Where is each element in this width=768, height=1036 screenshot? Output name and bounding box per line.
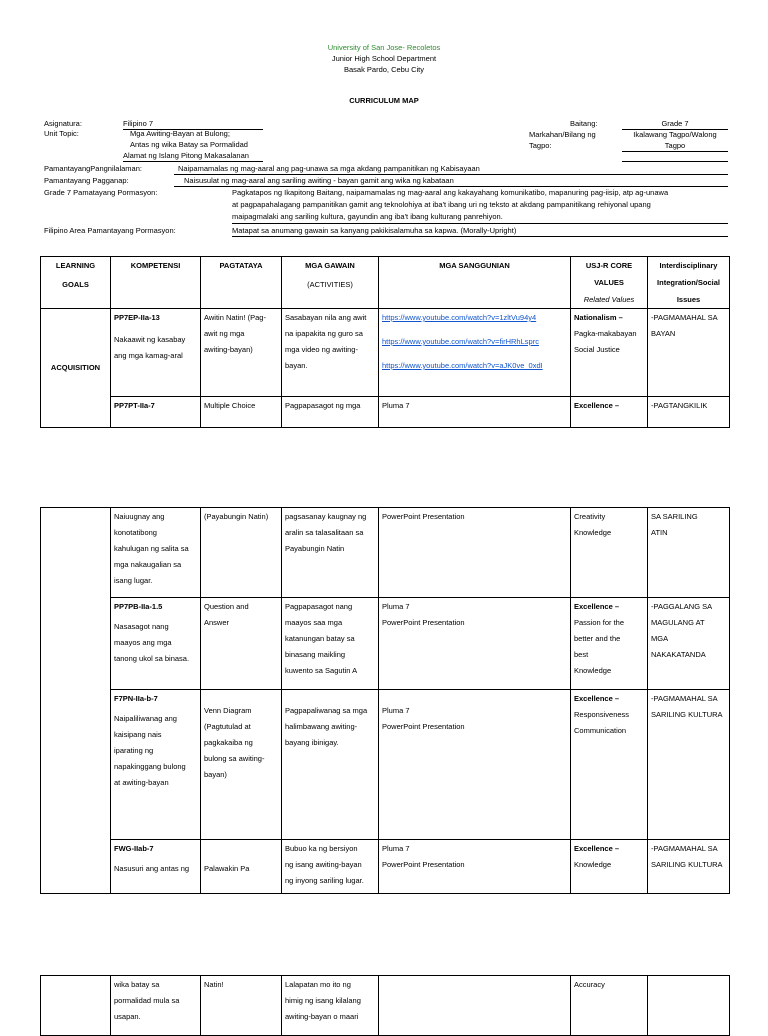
- table-row: [41, 508, 730, 598]
- markahan-value-line2: Tagpo: [622, 141, 728, 152]
- table-row: [41, 976, 730, 1036]
- baitang-label: Baitang:: [570, 119, 598, 128]
- youtube-link-2[interactable]: https://www.youtube.com/watch?v=firHRhLsprc: [382, 337, 539, 346]
- gawain-cell: Sasabayan nila ang awit na ipapakita ng guro sa mga video ng awiting- bayan.: [282, 309, 379, 397]
- interdisciplinary-cell: [648, 976, 730, 1036]
- header-pagtataya: PAGTATAYA: [201, 257, 282, 309]
- kompetensi-cell: PP7EP-IIa-13 Nakaawit ng kasabay ang mga kamag-aral: [111, 309, 201, 397]
- kompetensi-cell: F7PN-IIa-b-7 Naipaliliwanag ang kaisipang nais iparating ng napakinggang bulong at awiting-bayan: [111, 690, 201, 840]
- table-row: [41, 840, 730, 894]
- core-values-cell: Creativity Knowledge: [571, 508, 648, 598]
- pagtataya-cell: Question and Answer: [201, 598, 282, 690]
- header-core-values: USJ-R CORE VALUES Related Values: [571, 257, 648, 309]
- gawain-cell: pagsasanay kaugnay ng aralin sa talasalitaan sa Payabungin Natin: [282, 508, 379, 598]
- filipino-area-label: Filipino Area Pamantayang Pormasyon:: [44, 226, 176, 235]
- kompetensi-cell: PP7PT-IIa-7: [111, 397, 201, 428]
- curriculum-table-page2: [40, 507, 730, 894]
- table-row: [41, 690, 730, 840]
- pagtataya-cell: Multiple Choice: [201, 397, 282, 428]
- sanggunian-cell: PowerPoint Presentation: [379, 508, 571, 598]
- gawain-cell: Pagpapaliwanag sa mga halimbawang awiting- bayang ibinigay.: [282, 690, 379, 840]
- department-name: Junior High School Department: [331, 54, 437, 63]
- learning-goal-cell: [41, 508, 111, 894]
- interdisciplinary-cell: -PAGGALANG SA MAGULANG AT MGA NAKAKATANDA: [648, 598, 730, 690]
- core-values-cell: Excellence –: [571, 397, 648, 428]
- grade7-label: Grade 7 Pamatayang Pormasyon:: [44, 188, 158, 197]
- core-values-cell: Excellence – Knowledge: [571, 840, 648, 894]
- baitang-value: Grade 7: [622, 119, 728, 130]
- markahan-label: Markahan/Bilang ng: [529, 130, 596, 139]
- interdisciplinary-cell: -PAGMAMAHAL SA BAYAN: [648, 309, 730, 397]
- pagtataya-cell: Natin!: [201, 976, 282, 1036]
- unit-topic-line1: Mga Awiting-Bayan at Bulong;: [130, 129, 230, 138]
- unit-topic-label: Unit Topic:: [44, 129, 79, 138]
- gawain-cell: Pagpapasagot nang maayos saa mga katanungan batay sa binasang maikling kuwento sa Sagutin A: [282, 598, 379, 690]
- grade7-line1: Pagkatapos ng Ikapitong Baitang, naipamamalas ng mag-aaral ang kakayahang komunikatibo, mapanuring pag-iisip, atp ag-unawa: [232, 188, 669, 197]
- asignatura-label: Asignatura:: [44, 119, 82, 128]
- tagpo-label: Tagpo:: [529, 141, 552, 150]
- table-row: [41, 309, 730, 397]
- gawain-cell: Bubuo ka ng bersiyon ng isang awiting-bayan ng inyong sariling lugar.: [282, 840, 379, 894]
- header-kompetensi: KOMPETENSI: [111, 257, 201, 309]
- youtube-link-1[interactable]: https://www.youtube.com/watch?v=1zltVu94y4: [382, 313, 537, 322]
- university-name: University of San Jose- Recoletos: [327, 43, 441, 52]
- table-row: [41, 598, 730, 690]
- pagtataya-cell: Awitin Natin! (Pag- awit ng mga awiting-bayan): [201, 309, 282, 397]
- kompetensi-cell: PP7PB-IIa-1.5 Nasasagot nang maayos ang mga tanong ukol sa binasa.: [111, 598, 201, 690]
- page-title: CURRICULUM MAP: [349, 96, 419, 105]
- pagganap-value: Naisusulat ng mag-aaral ang sariling awiting - bayan gamit ang wika ng kabataan: [174, 176, 728, 187]
- core-values-cell: Nationalism – Pagka-makabayan Social Justice: [571, 309, 648, 397]
- unit-topic-line2: Antas ng wika Batay sa Pormalidad: [130, 140, 248, 149]
- kompetensi-cell: Naiuugnay ang konotatibong kahulugan ng salita sa mga nakaugalian sa isang lugar.: [111, 508, 201, 598]
- table-row: [41, 397, 730, 428]
- pangnilalaman-value: Naipamamalas ng mag-aaral ang pag-unawa sa mga akdang pampanitikan ng Kabisayaan: [174, 164, 728, 175]
- learning-goal-cell: [41, 976, 111, 1036]
- interdisciplinary-cell: -PAGMAMAHAL SA SARILING KULTURA: [648, 690, 730, 840]
- asignatura-value: Filipino 7: [123, 119, 263, 130]
- gawain-cell: Lalapatan mo ito ng himig ng isang kilalang awiting-bayan o maari: [282, 976, 379, 1036]
- sanggunian-cell: Pluma 7 PowerPoint Presentation: [379, 690, 571, 840]
- address: Basak Pardo, Cebu City: [343, 65, 425, 74]
- curriculum-table-page3: [40, 975, 730, 1036]
- youtube-link-3[interactable]: https://www.youtube.com/watch?v=aJK0ve_0xdI: [382, 361, 543, 370]
- sanggunian-cell: Pluma 7 PowerPoint Presentation: [379, 598, 571, 690]
- grade7-line2: at pagpapahalagang pampanitikan gamit ang teknolohiya at iba't ibang uri ng teksto at akdang pampanitikang rehiyonal upang: [232, 200, 651, 209]
- divider: [622, 161, 728, 162]
- header-learning-goals: LEARNING GOALS: [41, 257, 111, 309]
- learning-goal-acquisition: ACQUISITION: [41, 309, 111, 428]
- pagtataya-cell: Venn Diagram (Pagtutulad at pagkakaiba ng bulong sa awiting- bayan): [201, 690, 282, 840]
- core-values-cell: Excellence – Responsiveness Communication: [571, 690, 648, 840]
- unit-topic-line3: Alamat ng Islang Pitong Makasalanan: [123, 151, 263, 162]
- pangnilalaman-label: PamantayangPangnilalaman:: [44, 164, 142, 173]
- pagtataya-cell: (Payabungin Natin): [201, 508, 282, 598]
- markahan-value-line1: Ikalawang Tagpo/Walong: [633, 130, 717, 139]
- header-interdisciplinary: Interdisciplinary Integration/Social Issues: [648, 257, 730, 309]
- gawain-cell: Pagpapasagot ng mga: [282, 397, 379, 428]
- divider: [232, 223, 728, 224]
- table-header-row: [41, 257, 730, 309]
- kompetensi-cell: wika batay sa pormalidad mula sa usapan.: [111, 976, 201, 1036]
- sanggunian-cell: [379, 309, 571, 397]
- interdisciplinary-cell: SA SARILING ATIN: [648, 508, 730, 598]
- sanggunian-cell: [379, 976, 571, 1036]
- kompetensi-cell: FWG-IIab-7 Nasusuri ang antas ng: [111, 840, 201, 894]
- core-values-cell: Accuracy: [571, 976, 648, 1036]
- pagganap-label: Pamantayang Pagganap:: [44, 176, 129, 185]
- sanggunian-cell: Pluma 7 PowerPoint Presentation: [379, 840, 571, 894]
- grade7-line3: maipagmalaki ang sariling kultura, gayundin ang iba't ibang kulturang panrehiyon.: [232, 212, 503, 221]
- sanggunian-cell: Pluma 7: [379, 397, 571, 428]
- core-values-cell: Excellence – Passion for the better and the best Knowledge: [571, 598, 648, 690]
- filipino-area-value: Matapat sa anumang gawain sa kanyang pakikisalamuha sa kapwa. (Morally-Upright): [232, 226, 728, 237]
- header-sanggunian: MGA SANGGUNIAN: [379, 257, 571, 309]
- pagtataya-cell: Palawakin Pa: [201, 840, 282, 894]
- header-mga-gawain: MGA GAWAIN (ACTIVITIES): [282, 257, 379, 309]
- curriculum-table-page1: [40, 256, 730, 428]
- interdisciplinary-cell: -PAGMAMAHAL SA SARILING KULTURA: [648, 840, 730, 894]
- interdisciplinary-cell: -PAGTANGKILIK: [648, 397, 730, 428]
